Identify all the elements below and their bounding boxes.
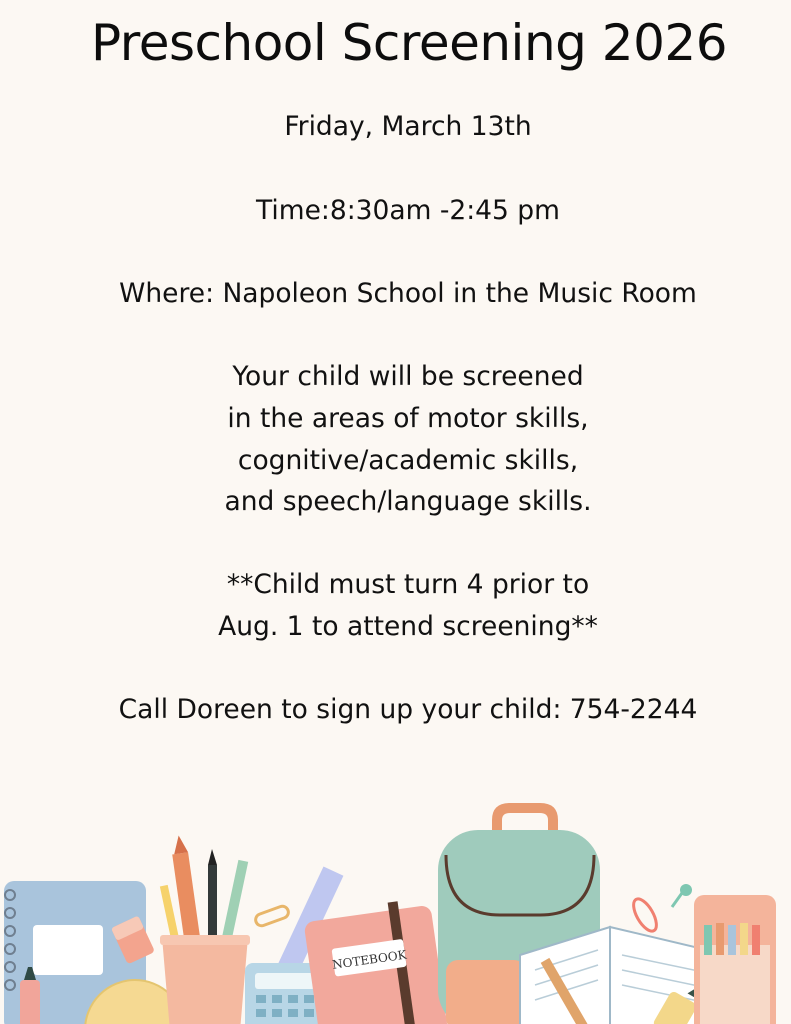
event-location: Where: Napoleon School in the Music Room [119, 278, 697, 309]
requirement-line: **Child must turn 4 prior to [226, 569, 590, 600]
pushpin-icon [672, 884, 692, 907]
page-title: Preschool Screening 2026 [90, 14, 728, 72]
description-line: in the areas of motor skills, [227, 403, 589, 434]
pencil-case-icon [694, 895, 776, 1024]
event-time: Time:8:30am -2:45 pm [256, 195, 560, 226]
paperclip-icon [254, 905, 290, 928]
pencil-cup-icon [160, 834, 250, 1024]
notebook-label: NOTEBOOK [331, 947, 408, 972]
description-line: Your child will be screened [232, 361, 584, 392]
event-date: Friday, March 13th [284, 111, 532, 142]
description-line: cognitive/academic skills, [237, 445, 579, 476]
contact-info: Call Doreen to sign up your child: 754-2244 [118, 694, 698, 725]
notebook-icon [304, 901, 449, 1024]
school-supplies-illustration [0, 795, 791, 1024]
requirement-line: Aug. 1 to attend screening** [218, 611, 598, 642]
description-line: and speech/language skills. [224, 486, 592, 517]
